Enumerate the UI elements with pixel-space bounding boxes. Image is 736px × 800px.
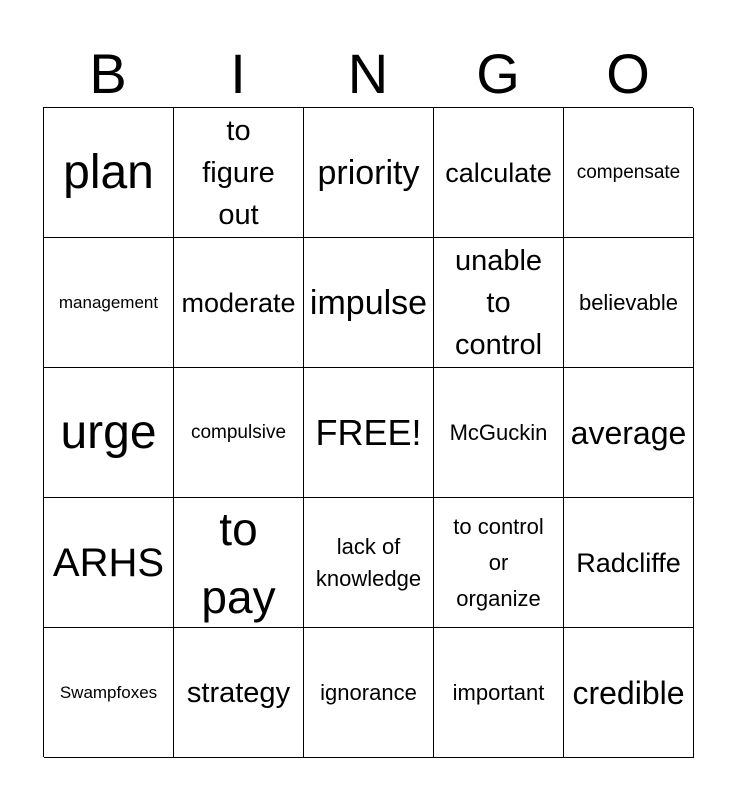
- bingo-cell[interactable]: [174, 238, 304, 368]
- header-letter-b: B: [89, 42, 127, 105]
- bingo-cell[interactable]: [564, 108, 694, 238]
- bingo-card-grid: [43, 107, 693, 757]
- cell-text: to pay: [201, 502, 276, 623]
- bingo-cell[interactable]: [304, 628, 434, 758]
- bingo-cell[interactable]: [174, 628, 304, 758]
- cell-text: urge: [60, 405, 157, 459]
- header-letter-n: N: [347, 42, 389, 105]
- cell-text: priority: [317, 153, 420, 192]
- cell-text: Swampfoxes: [59, 682, 158, 702]
- header-letter-g: G: [476, 42, 520, 105]
- cell-text: FREE!: [315, 411, 422, 453]
- cell-text: unable to control: [454, 244, 543, 361]
- bingo-cell[interactable]: [434, 628, 564, 758]
- cell-text: strategy: [186, 676, 291, 709]
- bingo-cell[interactable]: [304, 498, 434, 628]
- bingo-cell[interactable]: [174, 498, 304, 628]
- cell-text: to control or organize: [453, 513, 544, 611]
- cell-text: average: [570, 414, 687, 451]
- cell-text: to figure out: [202, 114, 275, 231]
- bingo-cell[interactable]: [564, 498, 694, 628]
- bingo-cell[interactable]: [174, 368, 304, 498]
- header-letter-i: I: [230, 42, 246, 105]
- cell-text: management: [58, 292, 159, 312]
- cell-text: important: [452, 679, 545, 705]
- cell-text: ARHS: [52, 540, 165, 585]
- cell-text: lack of knowledge: [315, 533, 422, 591]
- cell-text: McGuckin: [449, 419, 548, 445]
- bingo-cell[interactable]: [44, 498, 174, 628]
- bingo-cell[interactable]: [304, 368, 434, 498]
- cell-text: plan: [63, 145, 154, 199]
- bingo-cell[interactable]: [434, 238, 564, 368]
- bingo-cell[interactable]: [434, 498, 564, 628]
- bingo-cell[interactable]: [564, 628, 694, 758]
- bingo-cell[interactable]: [304, 238, 434, 368]
- bingo-cell[interactable]: [434, 108, 564, 238]
- bingo-cell[interactable]: [44, 628, 174, 758]
- bingo-cell[interactable]: [44, 368, 174, 498]
- cell-text: Radcliffe: [576, 547, 681, 578]
- cell-text: believable: [578, 289, 679, 315]
- cell-text: ignorance: [320, 679, 417, 705]
- bingo-cell[interactable]: [44, 238, 174, 368]
- bingo-cell[interactable]: [304, 108, 434, 238]
- bingo-cell[interactable]: [564, 238, 694, 368]
- bingo-cell[interactable]: [434, 368, 564, 498]
- bingo-cell[interactable]: [564, 368, 694, 498]
- cell-text: moderate: [181, 287, 296, 318]
- bingo-header: [43, 40, 693, 108]
- cell-text: calculate: [445, 157, 552, 188]
- cell-text: impulse: [309, 283, 428, 322]
- cell-text: compulsive: [190, 421, 287, 443]
- cell-text: credible: [572, 674, 685, 711]
- bingo-cell[interactable]: [44, 108, 174, 238]
- cell-text: compensate: [576, 161, 681, 183]
- header-letter-o: O: [606, 42, 650, 105]
- bingo-cell[interactable]: [174, 108, 304, 238]
